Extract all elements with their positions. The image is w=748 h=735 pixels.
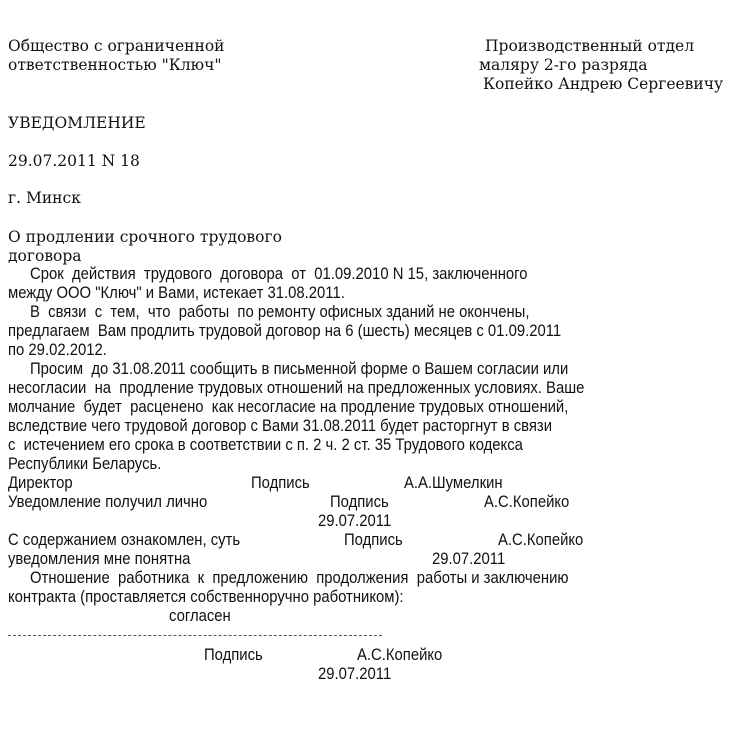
- attitude-answer: согласен: [169, 607, 231, 625]
- director-label: Директор: [8, 474, 73, 492]
- sender-org-line1: Общество с ограниченной: [8, 37, 225, 55]
- acquainted-label-line2: уведомления мне понятна: [8, 550, 191, 568]
- body-p1-line2: между ООО "Ключ" и Вами, истекает 31.08.2011.: [8, 284, 345, 302]
- received-name: А.С.Копейко: [484, 493, 570, 511]
- body-p3-line4: вследствие чего трудовой договор с Вами 31.08.2011 будет расторгнут в связи: [8, 417, 553, 435]
- dashed-divider: [8, 635, 382, 636]
- document-city: г. Минск: [8, 189, 81, 207]
- received-label: Уведомление получил лично: [8, 493, 208, 511]
- recipient-position: маляру 2-го разряда: [479, 56, 648, 74]
- attitude-date: 29.07.2011: [318, 665, 392, 683]
- document-title: УВЕДОМЛЕНИЕ: [8, 114, 146, 132]
- acquainted-label-line1: С содержанием ознакомлен, суть: [8, 531, 241, 549]
- body-p1-line1: Срок действия трудового договора от 01.09.2010 N 15, заключенного: [30, 265, 528, 283]
- body-p3-line6: Республики Беларусь.: [8, 455, 162, 473]
- body-p3-line2: несогласии на продление трудовых отношений на предложенных условиях. Ваше: [8, 379, 585, 397]
- subject-line-1: О продлении срочного трудового: [8, 228, 282, 246]
- document-date-number: 29.07.2011 N 18: [8, 152, 140, 170]
- subject-line-2: договора: [8, 247, 82, 265]
- attitude-signature-label: Подпись: [204, 646, 263, 664]
- acquainted-signature-label: Подпись: [344, 531, 403, 549]
- body-p3-line5: с истечением его срока в соответствии с п. 2 ч. 2 ст. 35 Трудового кодекса: [8, 436, 523, 454]
- attitude-name: А.С.Копейко: [357, 646, 443, 664]
- attitude-line2: контракта (проставляется собственноручно работником):: [8, 588, 404, 606]
- received-signature-label: Подпись: [330, 493, 389, 511]
- body-p2-line2: предлагаем Вам продлить трудовой договор на 6 (шесть) месяцев с 01.09.2011: [8, 322, 562, 340]
- acquainted-date: 29.07.2011: [432, 550, 506, 568]
- received-date: 29.07.2011: [318, 512, 392, 530]
- attitude-line1: Отношение работника к предложению продолжения работы и заключению: [30, 569, 569, 587]
- body-p3-line3: молчание будет расценено как несогласие на продление трудовых отношений,: [8, 398, 569, 416]
- body-p2-line1: В связи с тем, что работы по ремонту офисных зданий не окончены,: [30, 303, 530, 321]
- body-p2-line3: по 29.02.2012.: [8, 341, 107, 359]
- sender-org-line2: ответственностью "Ключ": [8, 56, 222, 74]
- acquainted-name: А.С.Копейко: [498, 531, 584, 549]
- recipient-department: Производственный отдел: [485, 37, 695, 55]
- recipient-name: Копейко Андрею Сергеевичу: [483, 75, 724, 93]
- body-p3-line1: Просим до 31.08.2011 сообщить в письменной форме о Вашем согласии или: [30, 360, 569, 378]
- director-name: А.А.Шумелкин: [404, 474, 503, 492]
- director-signature-label: Подпись: [251, 474, 310, 492]
